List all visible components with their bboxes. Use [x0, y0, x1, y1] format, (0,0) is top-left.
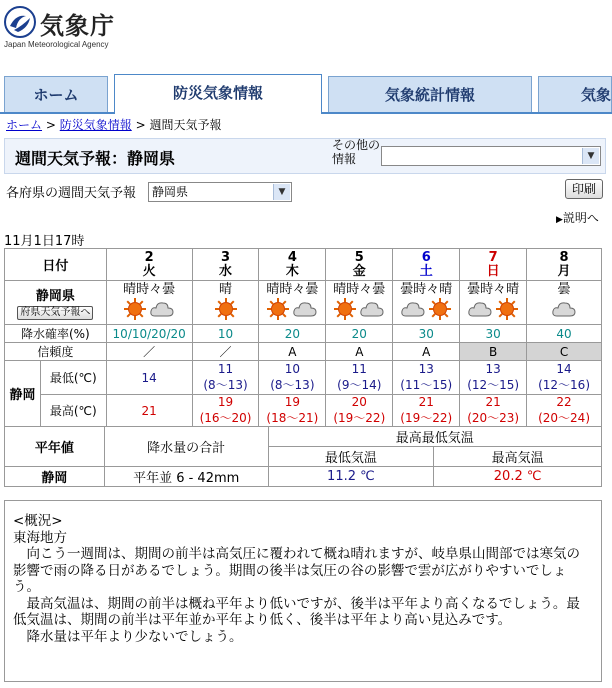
cloud-icon [400, 297, 426, 324]
precip-value: 平年並 6 - 42mm [104, 467, 268, 487]
pref-forecast-button[interactable]: 府県天気予報へ [17, 306, 93, 320]
reliability-cell: A [326, 343, 393, 361]
date-header: 日付 [5, 249, 107, 281]
weather-cell: 晴時々曇 [326, 281, 393, 325]
pop-cell: 10 [192, 325, 259, 343]
day-cell: 2 火 [106, 249, 192, 281]
breadcrumb-home[interactable]: ホーム [6, 118, 43, 132]
weather-cell: 曇時々晴 [460, 281, 527, 325]
tab-disaster-info[interactable]: 防災気象情報 [114, 74, 322, 114]
day-cell: 5 金 [326, 249, 393, 281]
weather-cell: 曇時々晴 [393, 281, 460, 325]
max-cell: 21 [106, 395, 192, 427]
min-label: 最低(℃) [40, 361, 106, 395]
normals-header-row [5, 427, 602, 447]
site-subtitle: Japan Meteorological Agency [4, 40, 109, 49]
min-temp-header: 最低気温 [268, 447, 434, 467]
issued-time: 11月1日17時 [4, 234, 85, 249]
explain-link[interactable]: ▶説明へ [556, 211, 599, 225]
sun-icon [333, 297, 357, 324]
pref-select-value: 静岡県 [152, 185, 189, 199]
site-title[interactable]: 気象庁 [40, 12, 115, 40]
weather-cell: 晴時々曇 [106, 281, 192, 325]
reliability-cell: C [527, 343, 602, 361]
breadcrumb-sep: > [135, 118, 146, 132]
max-cell: 20 (19～22) [326, 395, 393, 427]
tab-statistics[interactable]: 気象統計情報 [328, 76, 532, 112]
date-row [5, 249, 602, 281]
chevron-down-icon[interactable]: ▼ [273, 184, 290, 200]
tab-home[interactable]: ホーム [4, 76, 108, 112]
chevron-down-icon[interactable]: ▼ [582, 148, 599, 164]
page-title-bar [4, 138, 606, 174]
day-cell: 7 日 [460, 249, 527, 281]
reliability-row [5, 343, 602, 361]
min-cell: 11 (9～14) [326, 361, 393, 395]
page-title: 週間天気予報：静岡県 [15, 149, 176, 168]
reliability-cell: A [259, 343, 326, 361]
main-nav [0, 74, 612, 114]
normals-table [4, 426, 602, 487]
reliability-cell: ／ [106, 343, 192, 361]
arrow-right-icon: ▶ [556, 215, 563, 225]
sun-icon [266, 297, 290, 324]
normals-city: 静岡 [5, 467, 105, 487]
print-button[interactable]: 印刷 [565, 179, 603, 199]
max-cell: 21 (20～23) [460, 395, 527, 427]
normals-header: 平年値 [5, 427, 105, 467]
max-cell: 19 (18～21) [259, 395, 326, 427]
jma-logo-icon[interactable] [4, 6, 36, 38]
precip-header: 降水量の合計 [104, 427, 268, 467]
max-temp-value: 20.2 ℃ [434, 467, 602, 487]
weather-row [5, 281, 602, 325]
summary-paragraph: 最高気温は、期間の前半は概ね平年より低いですが、後半は平年より高くなるでしょう。最低気温は、期間の前半は平年並か平年より低く、後半は平年より高い見込みです。 [13, 595, 580, 628]
pop-row [5, 325, 602, 343]
reliability-header: 信頼度 [5, 343, 107, 361]
day-cell: 8 月 [527, 249, 602, 281]
max-label: 最高(℃) [40, 395, 106, 427]
pop-cell: 10/10/20/20 [106, 325, 192, 343]
min-cell: 14 (12～16) [527, 361, 602, 395]
cloud-icon [551, 297, 577, 324]
summary-paragraph: 降水量は平年より少ないでしょう。 [13, 628, 243, 645]
breadcrumb-sep: > [45, 118, 56, 132]
tab-more[interactable]: 気象 [538, 76, 612, 112]
day-cell: 6 土 [393, 249, 460, 281]
pop-header: 降水確率(%) [5, 325, 107, 343]
max-cell: 19 (16～20) [192, 395, 259, 427]
min-temp-value: 11.2 ℃ [268, 467, 434, 487]
min-cell: 14 [106, 361, 192, 395]
sun-icon [428, 297, 452, 324]
min-temp-row [5, 361, 602, 395]
temp-header: 最高最低気温 [268, 427, 601, 447]
forecast-table [4, 248, 602, 427]
pref-select[interactable] [148, 182, 292, 202]
min-cell: 11 (8～13) [192, 361, 259, 395]
min-cell: 13 (11～15) [393, 361, 460, 395]
breadcrumb-current: 週間天気予報 [149, 118, 222, 132]
summary-heading: <概況> [13, 513, 63, 529]
max-cell: 22 (20～24) [527, 395, 602, 427]
pop-cell: 40 [527, 325, 602, 343]
reliability-cell: ／ [192, 343, 259, 361]
weather-cell: 曇 [527, 281, 602, 325]
weather-cell: 晴時々曇 [259, 281, 326, 325]
sun-icon [495, 297, 519, 324]
day-cell: 4 木 [259, 249, 326, 281]
weather-cell: 晴 [192, 281, 259, 325]
sun-icon [123, 297, 147, 324]
breadcrumb-disaster[interactable]: 防災気象情報 [59, 118, 132, 132]
normals-value-row [5, 467, 602, 487]
cloud-icon [467, 297, 493, 324]
pop-cell: 30 [460, 325, 527, 343]
pop-cell: 20 [259, 325, 326, 343]
summary-paragraph: 向こう一週間は、期間の前半は高気圧に覆われて概ね晴れますが、岐阜県山間部では寒気の影響で雨の降る日があるでしょう。期間の後半は気圧の谷の影響で雲が広がりやすいでしょう。 [13, 546, 580, 595]
min-cell: 10 (8～13) [259, 361, 326, 395]
summary-area: 東海地方 [13, 529, 67, 546]
pop-cell: 20 [326, 325, 393, 343]
reliability-cell: A [393, 343, 460, 361]
region-name: 静岡県 [35, 289, 75, 304]
cloud-icon [292, 297, 318, 324]
max-cell: 21 (19～22) [393, 395, 460, 427]
pref-select-label: 各府県の週間天気予報 [6, 186, 137, 201]
max-temp-header: 最高気温 [434, 447, 602, 467]
sun-icon [214, 297, 238, 324]
region-cell [5, 281, 107, 325]
other-info-select[interactable] [381, 146, 601, 166]
min-cell: 13 (12～15) [460, 361, 527, 395]
max-temp-row [5, 395, 602, 427]
reliability-cell: B [460, 343, 527, 361]
cloud-icon [149, 297, 175, 324]
day-cell: 3 水 [192, 249, 259, 281]
city-name: 静岡 [5, 361, 41, 427]
pop-cell: 30 [393, 325, 460, 343]
other-info-label: その他の情報 [332, 138, 381, 166]
summary-box [4, 500, 602, 682]
breadcrumb [6, 116, 221, 133]
cloud-icon [359, 297, 385, 324]
site-header [0, 0, 612, 70]
